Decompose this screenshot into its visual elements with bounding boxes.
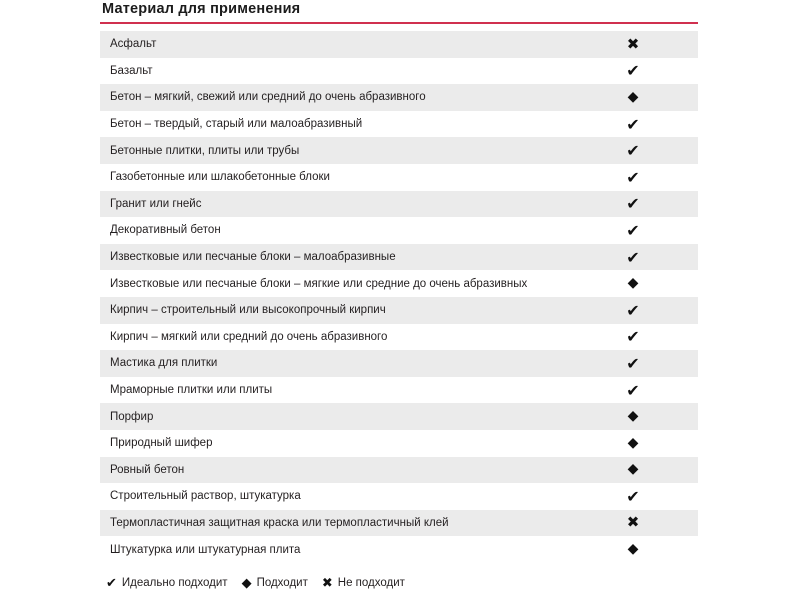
suitability-check-icon: ✔ — [626, 327, 640, 347]
material-name: Известковые или песчаные блоки – мягкие или средние до очень абразивных — [110, 277, 528, 290]
table-row — [100, 84, 698, 111]
page-header — [100, 0, 698, 24]
table-row — [100, 191, 698, 218]
suitability-diamond-icon: ◆ — [627, 408, 639, 425]
material-name: Бетонные плитки, плиты или трубы — [110, 144, 300, 157]
material-name: Асфальт — [110, 38, 157, 51]
table-row — [100, 403, 698, 430]
suitability-check-icon: ✔ — [626, 220, 640, 240]
material-name: Строительный раствор, штукатурка — [110, 490, 301, 503]
legend-item — [106, 576, 228, 590]
suitability-check-icon: ✔ — [626, 380, 640, 400]
suitability-diamond-icon: ◆ — [627, 434, 639, 451]
suitability-check-icon: ✔ — [626, 353, 640, 373]
suitability-check-icon: ✔ — [626, 61, 640, 81]
suitability-check-icon: ✔ — [626, 141, 640, 161]
table-row — [100, 111, 698, 138]
table-row — [100, 270, 698, 297]
header-divider — [100, 22, 698, 24]
suitability-check-icon: ✔ — [626, 247, 640, 267]
suitability-check-icon: ✔ — [626, 194, 640, 214]
table-row — [100, 377, 698, 404]
table-row — [100, 58, 698, 85]
table-row — [100, 217, 698, 244]
table-row — [100, 164, 698, 191]
table-row — [100, 350, 698, 377]
suitability-check-icon: ✔ — [626, 486, 640, 506]
material-name: Бетон – твердый, старый или малоабразивный — [110, 118, 363, 131]
material-name: Известковые или песчаные блоки – малоабразивные — [110, 251, 396, 264]
material-name: Гранит или гнейс — [110, 197, 202, 210]
material-name: Базальт — [110, 64, 153, 77]
material-name: Термопластичная защитная краска или термопластичный клей — [110, 516, 449, 529]
table-row — [100, 536, 698, 563]
legend — [106, 576, 419, 590]
material-name: Мастика для плитки — [110, 357, 218, 370]
material-name: Ровный бетон — [110, 463, 185, 476]
table-row — [100, 31, 698, 58]
legend-label: Идеально подходит — [121, 577, 228, 589]
suitability-cross-icon: ✖ — [626, 34, 640, 53]
suitability-cross-icon: ✖ — [626, 513, 640, 532]
material-name: Порфир — [110, 410, 154, 423]
table-row — [100, 324, 698, 351]
page-title: Материал для применения — [102, 1, 301, 17]
suitability-check-icon: ✔ — [626, 114, 640, 134]
table-row — [100, 510, 698, 537]
material-name: Природный шифер — [110, 437, 213, 450]
material-name: Кирпич – мягкий или средний до очень абразивного — [110, 330, 388, 343]
suitability-diamond-icon: ◆ — [627, 461, 639, 478]
legend-item — [322, 576, 405, 590]
material-name: Мраморные плитки или плиты — [110, 384, 273, 397]
suitability-check-icon: ✔ — [626, 300, 640, 320]
table-row — [100, 483, 698, 510]
legend-item — [242, 576, 308, 590]
table-row — [100, 297, 698, 324]
suitability-diamond-icon: ◆ — [627, 275, 639, 292]
table-row — [100, 244, 698, 271]
legend-symbol-icon: ◆ — [241, 575, 252, 591]
legend-label: Не подходит — [337, 577, 405, 589]
table-row — [100, 137, 698, 164]
material-name: Бетон – мягкий, свежий или средний до очень абразивного — [110, 91, 426, 104]
legend-symbol-icon: ✖ — [321, 575, 333, 591]
material-name: Кирпич – строительный или высокопрочный кирпич — [110, 304, 386, 317]
suitability-check-icon: ✔ — [626, 167, 640, 187]
legend-symbol-icon: ✔ — [106, 575, 117, 591]
material-table — [100, 31, 698, 563]
table-row — [100, 430, 698, 457]
material-name: Газобетонные или шлакобетонные блоки — [110, 171, 330, 184]
table-row — [100, 457, 698, 484]
material-name: Штукатурка или штукатурная плита — [110, 543, 301, 556]
suitability-diamond-icon: ◆ — [627, 541, 639, 558]
material-name: Декоративный бетон — [110, 224, 221, 237]
legend-label: Подходит — [256, 577, 308, 589]
suitability-diamond-icon: ◆ — [627, 88, 639, 105]
